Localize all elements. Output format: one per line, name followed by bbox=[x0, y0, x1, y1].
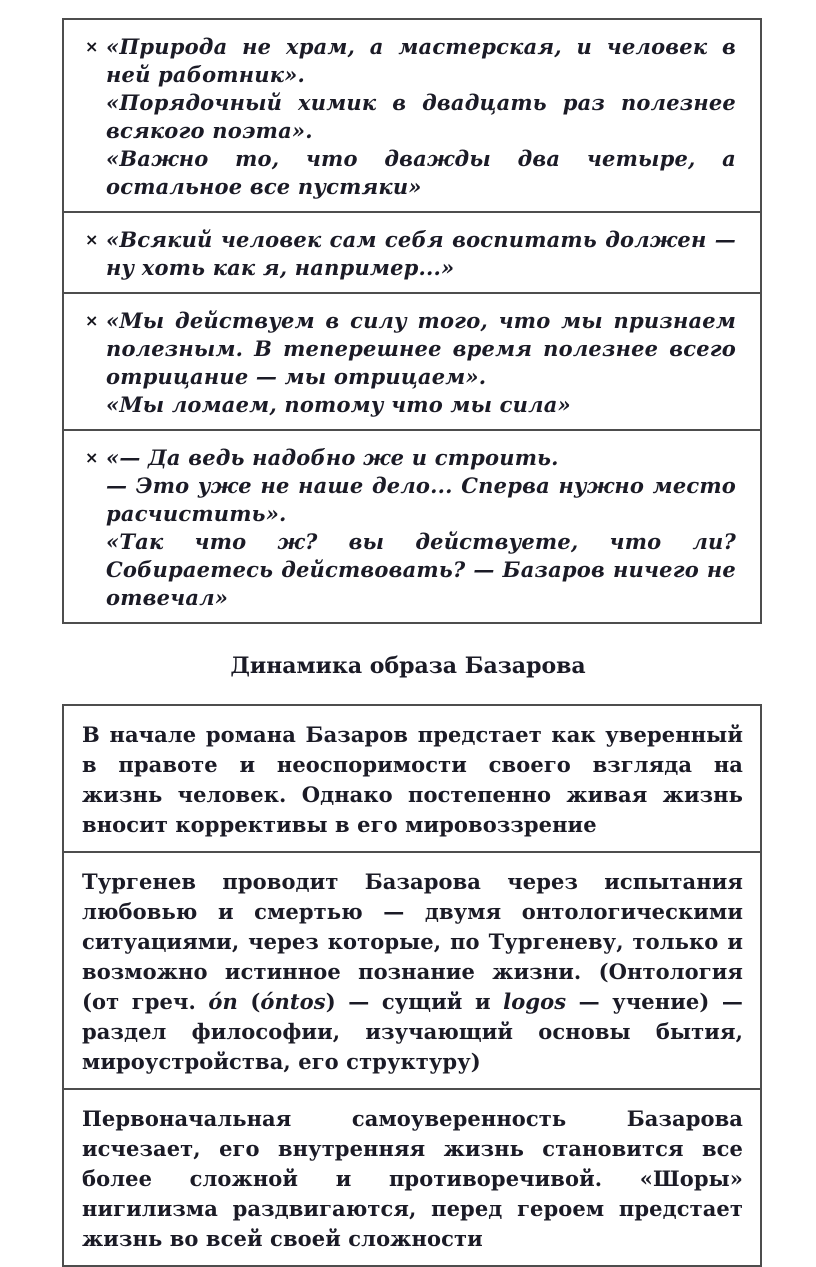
cross-bullet-icon: × bbox=[85, 37, 99, 56]
cross-bullet-icon: × bbox=[85, 311, 99, 330]
quote-row bbox=[64, 429, 760, 622]
quote-row bbox=[64, 20, 760, 211]
paragraph: Первоначальная самоуверенность Базарова исчезает, его внутренняя жизнь становится все более сложной и противоречивой. «Шоры» нигилизма раздвигаются, перед героем предстает жизнь во всей своей сложности bbox=[82, 1106, 743, 1251]
section-heading: Динамика образа Базарова bbox=[230, 653, 586, 679]
dynamics-row bbox=[64, 851, 760, 1088]
paragraph: «Важно то, что дважды два четыре, а остальное все пустяки» bbox=[106, 146, 736, 199]
paragraph: В начале романа Базаров предстает как уверенный в правоте и неоспоримости своего взгляда на жизнь человек. Однако постепенно живая жизнь вносит коррективы в его мировоззрение bbox=[82, 722, 743, 837]
paragraph: «Так что ж? вы действуете, что ли? Собираетесь действовать? — Базаров ничего не отвечал» bbox=[106, 529, 736, 610]
quote-row bbox=[64, 292, 760, 429]
dynamics-row bbox=[64, 706, 760, 851]
paragraph: — Это уже не наше дело... Сперва нужно место расчистить». bbox=[106, 473, 736, 526]
paragraph: «Всякий человек сам себя воспитать должен — ну хоть как я, например...» bbox=[106, 227, 736, 280]
paragraph: «Порядочный химик в двадцать раз полезнее всякого поэта». bbox=[106, 90, 736, 143]
paragraph: Тургенев проводит Базарова через испытания любовью и смертью — двумя онтологическими ситуациями, через которые, по Тургеневу, только и возможно истинное познание жизни. (Онтология (от греч. ón (óntos) — сущий и logos — учение) — раздел философии, изучающий основы бытия, мироустройства, его структуру) bbox=[82, 869, 744, 1074]
dynamics-table bbox=[62, 704, 762, 1267]
quote-row bbox=[64, 211, 760, 292]
cross-bullet-icon: × bbox=[85, 448, 99, 467]
cross-bullet-icon: × bbox=[85, 230, 99, 249]
paragraph: «Мы ломаем, потому что мы сила» bbox=[106, 392, 571, 417]
paragraph: «— Да ведь надобно же и строить. bbox=[106, 445, 559, 470]
quotes-table bbox=[62, 18, 762, 624]
paragraph: «Мы действуем в силу того, что мы признаем полезным. В теперешнее время полезнее всего отрицание — мы отрицаем». bbox=[106, 308, 736, 389]
paragraph: «Природа не храм, а мастерская, и человек в ней работник». bbox=[106, 34, 736, 87]
